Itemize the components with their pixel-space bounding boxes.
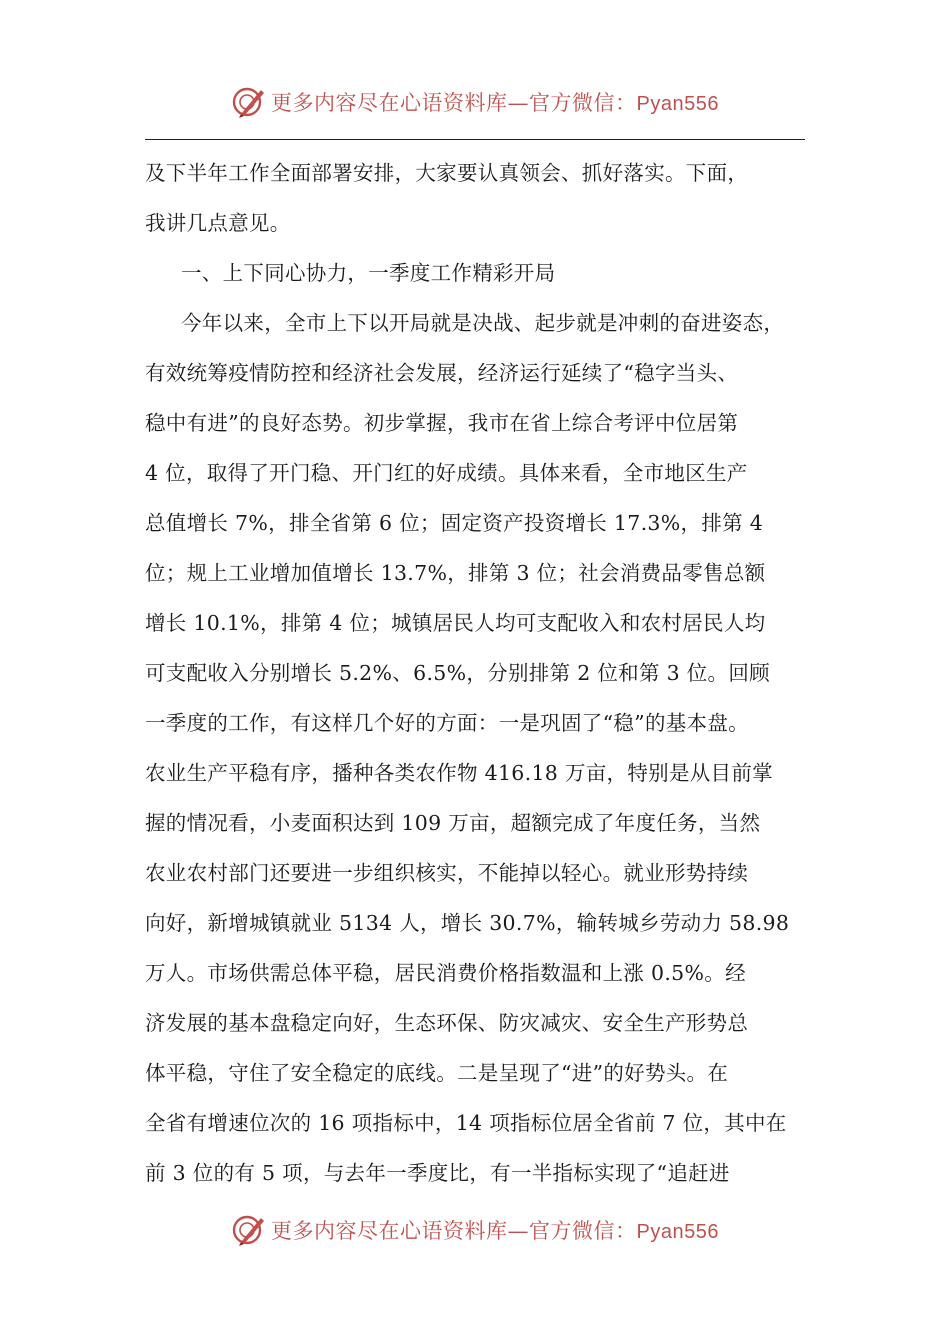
body-line: 及下半年工作全面部署安排，大家要认真领会、抓好落实。下面， bbox=[145, 161, 749, 185]
body-line: 握的情况看，小麦面积达到 109 万亩，超额完成了年度任务，当然 bbox=[145, 811, 761, 835]
body-line: 可支配收入分别增长 5.2%、6.5%，分别排第 2 位和第 3 位。回顾 bbox=[145, 661, 770, 685]
document-body bbox=[145, 148, 813, 1198]
header-banner bbox=[0, 80, 950, 124]
body-line: 我讲几点意见。 bbox=[145, 211, 291, 235]
header-wechat-id: Pyan556 bbox=[636, 93, 719, 115]
header-divider bbox=[145, 139, 805, 140]
body-line: 一季度的工作，有这样几个好的方面：一是巩固了“稳”的基本盘。 bbox=[145, 711, 749, 735]
pen-circle-logo-icon bbox=[231, 84, 267, 120]
body-line: 农业农村部门还要进一步组织核实，不能掉以轻心。就业形势持续 bbox=[145, 861, 749, 885]
pen-circle-logo-icon bbox=[231, 1212, 267, 1248]
footer-banner bbox=[0, 1208, 950, 1252]
body-line: 济发展的基本盘稳定向好，生态环保、防灾减灾、安全生产形势总 bbox=[145, 1011, 749, 1035]
body-line: 总值增长 7%，排全省第 6 位；固定资产投资增长 17.3%，排第 4 bbox=[145, 511, 764, 535]
body-line: 增长 10.1%，排第 4 位；城镇居民人均可支配收入和农村居民人均 bbox=[145, 611, 766, 635]
section-heading: 一、上下同心协力，一季度工作精彩开局 bbox=[181, 261, 556, 285]
footer-wechat-id: Pyan556 bbox=[636, 1221, 719, 1243]
footer-banner-text: 更多内容尽在心语资料库—官方微信：Pyan556 bbox=[271, 1219, 719, 1243]
body-line: 向好，新增城镇就业 5134 人，增长 30.7%，输转城乡劳动力 58.98 bbox=[145, 911, 790, 935]
body-line: 今年以来，全市上下以开局就是决战、起步就是冲刺的奋进姿态， bbox=[181, 311, 785, 335]
body-line: 4 位，取得了开门稳、开门红的好成绩。具体来看，全市地区生产 bbox=[145, 461, 748, 485]
body-line: 前 3 位的有 5 项，与去年一季度比，有一半指标实现了“追赶进 bbox=[145, 1161, 730, 1185]
body-line: 农业生产平稳有序，播种各类农作物 416.18 万亩，特别是从目前掌 bbox=[145, 761, 773, 785]
body-line: 万人。市场供需总体平稳，居民消费价格指数温和上涨 0.5%。经 bbox=[145, 961, 746, 985]
body-line: 有效统筹疫情防控和经济社会发展，经济运行延续了“稳字当头、 bbox=[145, 361, 739, 385]
body-line: 稳中有进”的良好态势。初步掌握，我市在省上综合考评中位居第 bbox=[145, 411, 739, 435]
header-banner-text: 更多内容尽在心语资料库—官方微信：Pyan556 bbox=[271, 91, 719, 115]
body-line: 体平稳，守住了安全稳定的底线。二是呈现了“进”的好势头。在 bbox=[145, 1061, 729, 1085]
body-line: 位；规上工业增加值增长 13.7%，排第 3 位；社会消费品零售总额 bbox=[145, 561, 766, 585]
body-line: 全省有增速位次的 16 项指标中，14 项指标位居全省前 7 位，其中在 bbox=[145, 1111, 787, 1135]
